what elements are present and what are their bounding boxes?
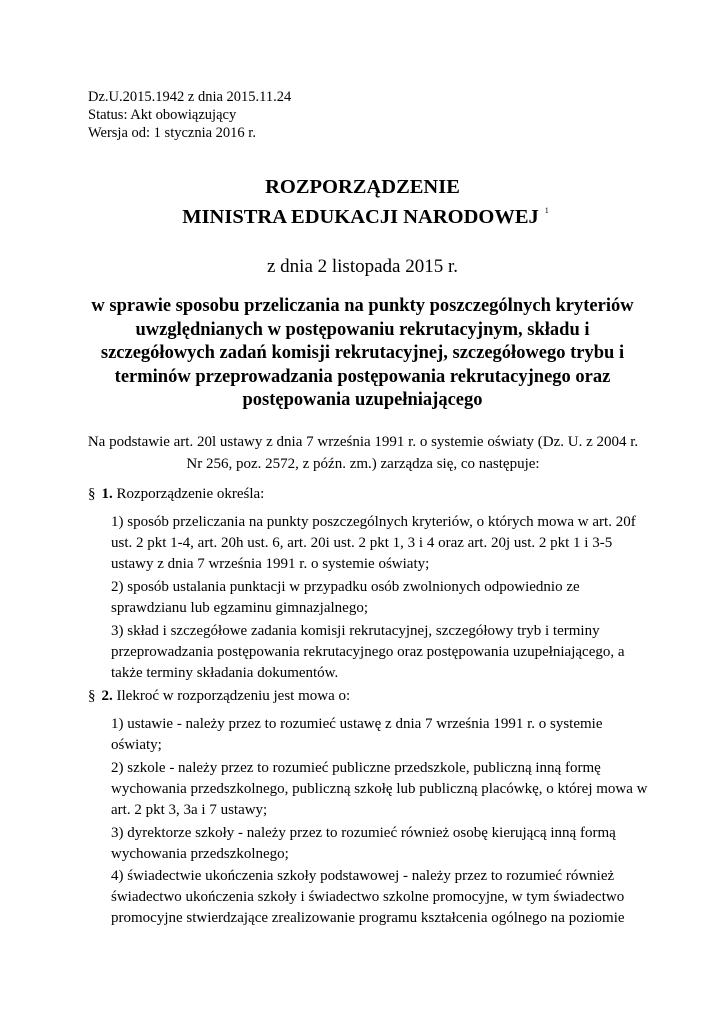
- document-metadata: [88, 88, 291, 142]
- section-1-item: 1) sposób przeliczania na punkty poszczególnych kryteriów, o których mowa w art. 20f ust. 2 pkt 1-4, art. 20h ust. 6, art. 20i ust. 2 pkt 1, 3 i 4 oraz art. 20j ust. 2 pkt 1 i 3-5 ustawy z dnia 7 września 1991 r. o systemie oświaty;: [111, 514, 636, 572]
- version-line: Wersja od: 1 stycznia 2016 r.: [88, 125, 256, 141]
- document-subject: w sprawie sposobu przeliczania na punkty poszczególnych kryteriów uwzględnianych w postępowaniu rekrutacyjnym, składu i szczegółowych zadań komisji rekrutacyjnej, szczegółowego trybu i terminów przeprowadzania postępowania rekrutacyjnego oraz postępowania uzupełniającego: [91, 296, 634, 410]
- document-title: ROZPORZĄDZENIE: [265, 176, 460, 198]
- issuing-authority: [0, 200, 725, 230]
- legal-basis: Na podstawie art. 20l ustawy z dnia 7 września 1991 r. o systemie oświaty (Dz. U. z 2004 r. Nr 256, poz. 2572, z późn. zm.) zarządza się, co następuje:: [87, 434, 639, 472]
- issuing-authority-text: MINISTRA EDUKACJI NARODOWEJ: [182, 205, 539, 228]
- section-2-item: 2) szkole - należy przez to rozumieć publiczne przedszkole, publiczną inną formę wychowania przedszkolnego, publiczną szkołę lub publiczną placówkę, o której mowa w art. 2 pkt 3, 3a i 7 ustawy;: [111, 760, 648, 818]
- section-2-heading: [88, 686, 648, 707]
- footnote-reference: 1: [544, 206, 549, 215]
- section-2-item: 3) dyrektorze szkoły - należy przez to rozumieć również osobę kierującą inną formą wychowania przedszkolnego;: [111, 825, 616, 862]
- section-symbol: §: [88, 688, 96, 704]
- publication-reference: Dz.U.2015.1942 z dnia 2015.11.24: [88, 89, 292, 105]
- section-1-heading: [88, 484, 648, 505]
- section-1-item: 2) sposób ustalania punktacji w przypadku osób zwolnionych odpowiednio ze sprawdzianu lub egzaminu gimnazjalnego;: [111, 579, 580, 616]
- section-1-item: 3) skład i szczegółowe zadania komisji rekrutacyjnej, szczegółowy tryb i terminy przeprowadzania postępowania rekrutacyjnego oraz postępowania uzupełniającego, a także terminy składania dokumentów.: [111, 623, 625, 681]
- section-text: Rozporządzenie określa:: [116, 486, 265, 502]
- section-symbol: §: [88, 486, 96, 502]
- status-line: Status: Akt obowiązujący: [88, 107, 237, 123]
- section-number: 2.: [101, 688, 113, 704]
- section-2-item: 4) świadectwie ukończenia szkoły podstawowej - należy przez to rozumieć również świadectwo ukończenia szkoły i świadectwo szkolne promocyjne, w tym świadectwo promocyjne stwierdzające zrealizowanie programu kształcenia ogólnego na poziomie: [111, 868, 625, 926]
- section-2-item: 1) ustawie - należy przez to rozumieć ustawę z dnia 7 września 1991 r. o systemie oświaty;: [111, 716, 603, 753]
- section-number: 1.: [101, 486, 113, 502]
- section-text: Ilekroć w rozporządzeniu jest mowa o:: [116, 688, 351, 704]
- document-date: z dnia 2 listopada 2015 r.: [266, 256, 459, 277]
